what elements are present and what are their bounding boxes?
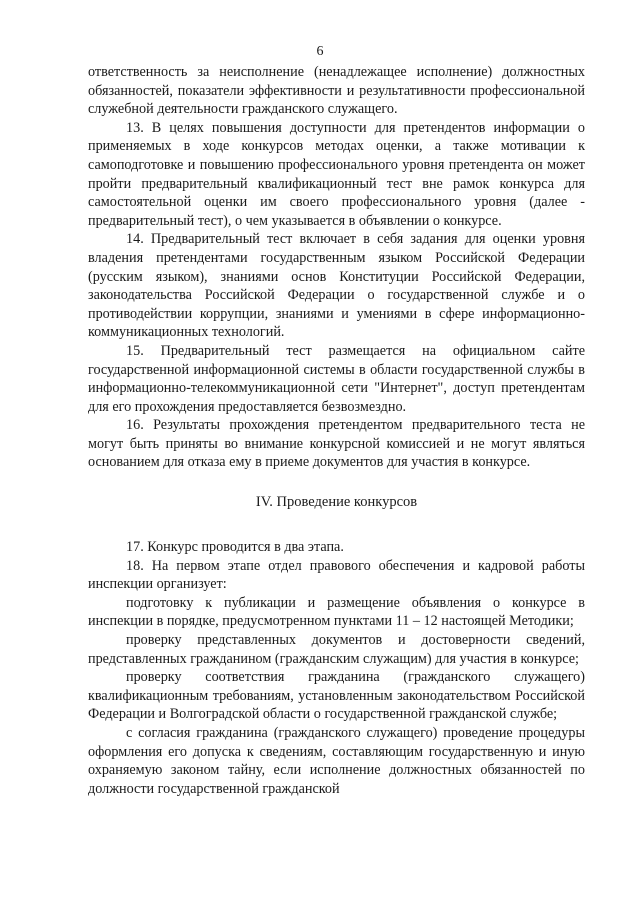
paragraph-item-13: 13. В целях повышения доступности для претендентов информации о применяемых в ходе конкурсов методах оценки, а также мотивации к самоподготовке и повышению профессионального уровня претендента он может пройти предварительный квалификационный тест вне рамок конкурса для самостоятельной оценки им своего профессионального уровня (далее - предварительный тест), о чем указывается в объявлении о конкурсе. [88, 119, 585, 229]
paragraph-subitem-document-check: проверку представленных документов и достоверности сведений, представленных гражданином (гражданским служащим) для участия в конкурсе; [88, 632, 585, 667]
paragraph-continuation: ответственность за неисполнение (ненадлежащее исполнение) должностных обязанностей, показатели эффективности и результативности профессиональной служебной деятельности гражданского служащего. [88, 64, 585, 118]
paragraph-item-14: 14. Предварительный тест включает в себя задания для оценки уровня владения претендентами государственным языком Российской Федерации (русским языком), знаниями основ Конституции Российской Федерации, законодательства Российской Федерации о государственной службе и о противодействии коррупции, знаниями и умениями в сфере информационно-коммуникационных технологий. [88, 231, 585, 341]
paragraph-item-17: 17. Конкурс проводится в два этапа. [126, 539, 344, 556]
section-heading: IV. Проведение конкурсов [255, 494, 418, 511]
document-body [88, 63, 585, 798]
paragraph-subitem-publication: подготовку к публикации и размещение объявления о конкурсе в инспекции в порядке, предусмотренном пунктами 11 – 12 настоящей Методики; [88, 594, 585, 630]
paragraph-item-16: 16. Результаты прохождения претендентом предварительного теста не могут быть приняты во внимание конкурсной комиссией и не могут являться основанием для отказа ему в приеме документов для участия в конкурсе. [88, 417, 585, 471]
paragraph-subitem-clearance: с согласия гражданина (гражданского служащего) проведение процедуры оформления его допуска к сведениям, составляющим государственную и иную охраняемую законом тайну, если исполнение должностных обязанностей по должности государственной гражданской [88, 725, 585, 797]
paragraph-item-15: 15. Предварительный тест размещается на официальном сайте государственной информационной системы в области государственной службы в информационно-телекоммуникационной сети "Интернет", доступ претендентам для его прохождения предоставляется безвозмездно. [88, 342, 585, 415]
paragraph-item-18: 18. На первом этапе отдел правового обеспечения и кадровой работы инспекции организует: [88, 557, 585, 593]
paragraph-subitem-qualification-check: проверку соответствия гражданина (гражданского служащего) квалификационным требованиям, установленным законодательством Российской Федерации и Волгоградской области о государственной гражданской службе; [88, 669, 585, 723]
page-number: 6 [316, 44, 324, 59]
